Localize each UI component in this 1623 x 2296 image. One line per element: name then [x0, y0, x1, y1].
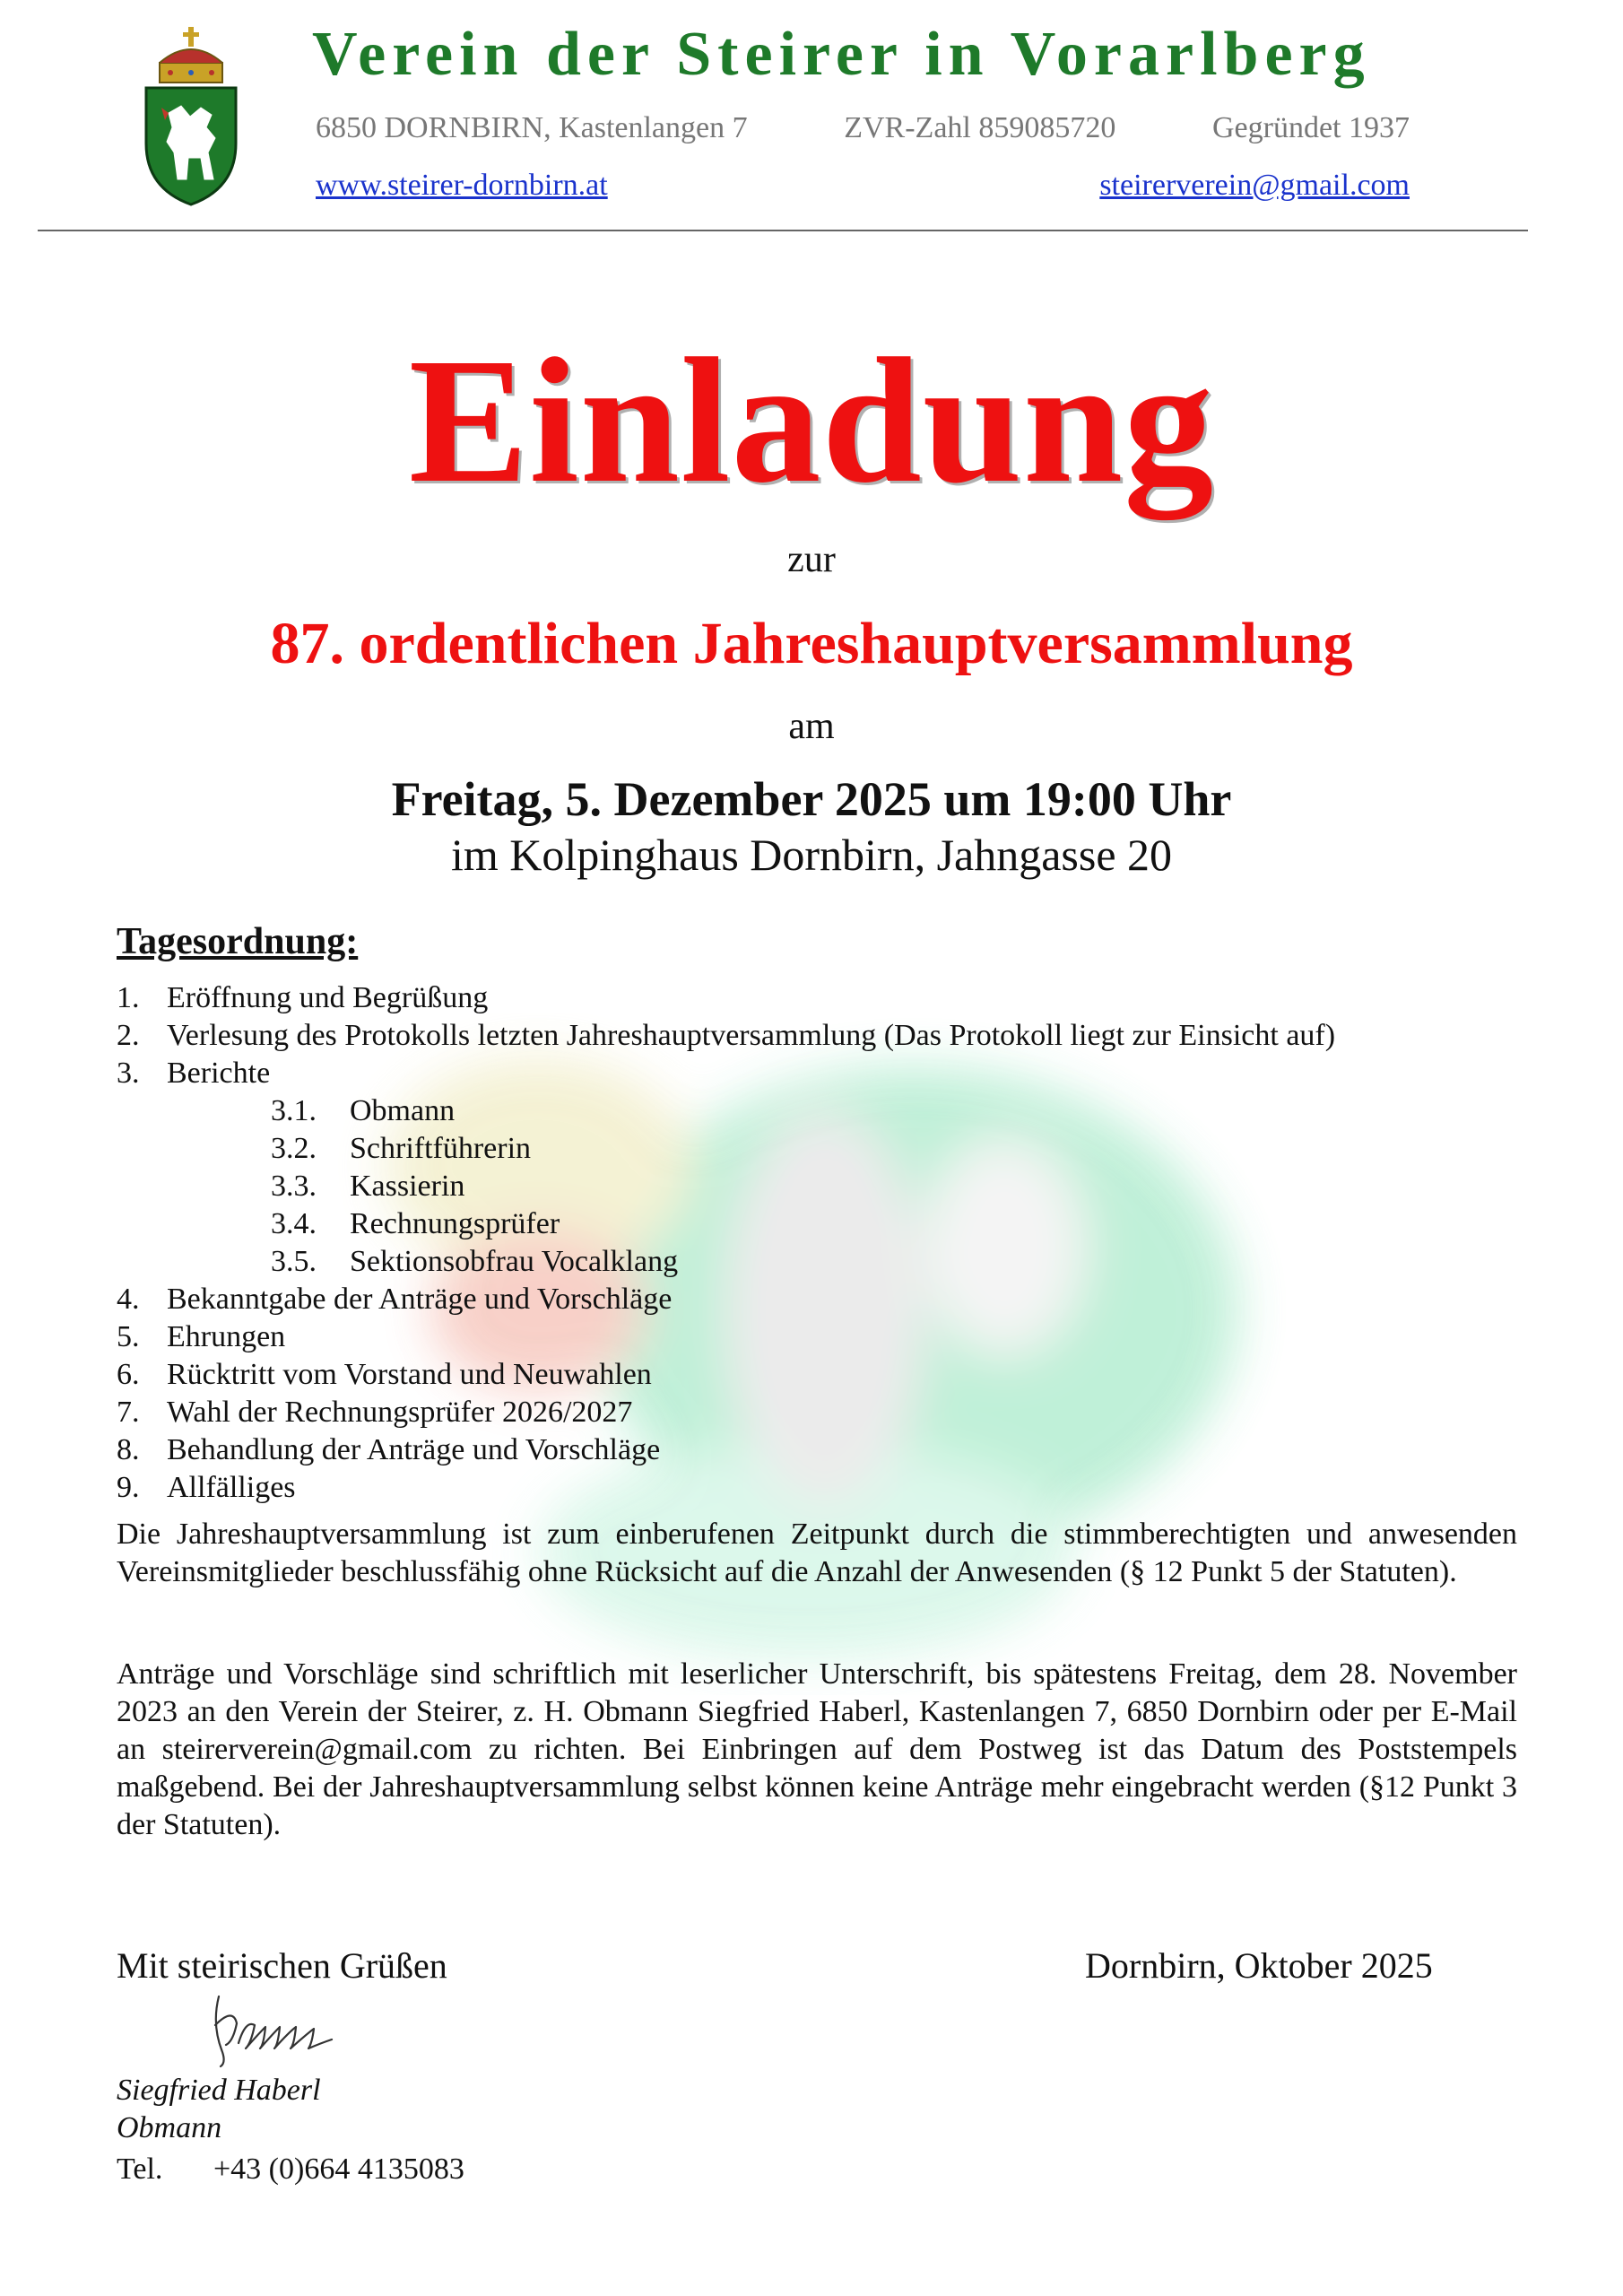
- agenda-item: [117, 1017, 1515, 1055]
- agenda-subitem-text: Kassierin: [350, 1170, 465, 1203]
- agenda-item-text: Verlesung des Protokolls letzten Jahreshauptversammlung (Das Protokoll liegt zur Einsicht auf): [167, 1019, 1336, 1052]
- agenda-subitem: [117, 1243, 1515, 1281]
- agenda-item: [117, 1318, 1515, 1356]
- agenda-subitem: [117, 1092, 1515, 1130]
- handwritten-signature-icon: [206, 1989, 341, 2070]
- styrian-panther-crest-icon: [142, 27, 240, 206]
- agenda-item: [117, 1431, 1515, 1469]
- motions-paragraph: Anträge und Vorschläge sind schriftlich mit leserlicher Unterschrift, bis spätestens Freitag, dem 28. November 2023 an den Verein der Steirer, z. H. Obmann Siegfried Haberl, Kastenlangen 7, 6850 Dornbirn oder per E-Mail an steirerverein@gmail.com zu richten. Bei Einbringen auf dem Postweg ist das Datum des Poststempels maßgebend. Bei der Jahreshauptversammlung selbst können keine Anträge mehr eingebracht werden (§12 Punkt 3 der Statuten).: [117, 1657, 1517, 1841]
- invitation-title: Einladung: [408, 322, 1215, 520]
- agenda-item: [117, 1281, 1515, 1318]
- agenda-subitem-text: Sektionsobfrau Vocalklang: [350, 1245, 679, 1278]
- place-and-date: Dornbirn, Oktober 2025: [1085, 1945, 1433, 1986]
- agenda-subitem-number: 3.4.: [271, 1207, 317, 1240]
- org-links-row: [316, 169, 1410, 203]
- agenda-item: [117, 1055, 1515, 1092]
- website-link[interactable]: www.steirer-dornbirn.at: [316, 169, 608, 202]
- agenda-item-number: 6.: [117, 1358, 140, 1391]
- agenda-subitem-number: 3.1.: [271, 1094, 317, 1127]
- meeting-date: Freitag, 5. Dezember 2025 um 19:00 Uhr: [391, 772, 1232, 826]
- agenda-item: [117, 1394, 1515, 1431]
- phone-label: Tel.: [117, 2152, 163, 2186]
- agenda-heading: Tagesordnung:: [117, 921, 359, 962]
- agenda-item-number: 3.: [117, 1057, 140, 1090]
- agenda-item-text: Behandlung der Anträge und Vorschläge: [167, 1433, 661, 1466]
- phone-row: [117, 2152, 464, 2187]
- agenda-item-text: Eröffnung und Begrüßung: [167, 981, 489, 1014]
- quorum-paragraph: Die Jahreshauptversammlung ist zum einberufenen Zeitpunkt durch die stimmberechtigten und anwesenden Vereinsmitglieder beschlussfähig ohne Rücksicht auf die Anzahl der Anwesenden (§ 12 Punkt 5 der Statuten).: [117, 1518, 1517, 1588]
- agenda-item-text: Bekanntgabe der Anträge und Vorschläge: [167, 1283, 673, 1316]
- agenda-subitem-text: Schriftführerin: [350, 1132, 532, 1165]
- agenda-item-text: Berichte: [167, 1057, 271, 1090]
- connector-zur: zur: [787, 539, 836, 580]
- signatory-name: Siegfried Haberl: [117, 2074, 321, 2107]
- agenda-list: [117, 979, 1515, 1507]
- agenda-subitem-number: 3.2.: [271, 1132, 317, 1165]
- org-address: 6850 DORNBIRN, Kastenlangen 7: [316, 111, 748, 144]
- agenda-subitem-number: 3.5.: [271, 1245, 317, 1278]
- org-zvr: ZVR-Zahl 859085720: [844, 111, 1116, 144]
- org-info-row: [316, 111, 1410, 145]
- agenda-item-number: 4.: [117, 1283, 140, 1316]
- meeting-subtitle: 87. ordentlichen Jahreshauptversammlung: [270, 611, 1353, 676]
- phone-number: +43 (0)664 4135083: [213, 2152, 464, 2186]
- agenda-subitem-number: 3.3.: [271, 1170, 317, 1203]
- agenda-item-number: 9.: [117, 1471, 140, 1504]
- agenda-item-number: 8.: [117, 1433, 140, 1466]
- agenda-item-number: 2.: [117, 1019, 140, 1052]
- agenda-item-text: Ehrungen: [167, 1320, 286, 1353]
- agenda-item: [117, 1469, 1515, 1507]
- connector-am: am: [788, 706, 835, 747]
- agenda-subitem: [117, 1168, 1515, 1205]
- meeting-place: im Kolpinghaus Dornbirn, Jahngasse 20: [450, 830, 1173, 880]
- agenda-item-text: Rücktritt vom Vorstand und Neuwahlen: [167, 1358, 652, 1391]
- header-divider: [38, 230, 1528, 231]
- email-link[interactable]: steirerverein@gmail.com: [1099, 169, 1410, 202]
- agenda-item-number: 5.: [117, 1320, 140, 1353]
- org-name: Verein der Steirer in Vorarlberg: [312, 20, 1371, 89]
- agenda-subitem: [117, 1130, 1515, 1168]
- agenda-item-number: 1.: [117, 981, 140, 1014]
- agenda-subitem-text: Rechnungsprüfer: [350, 1207, 560, 1240]
- closing-greeting: Mit steirischen Grüßen: [117, 1945, 447, 1986]
- agenda-subitem: [117, 1205, 1515, 1243]
- agenda-item: [117, 979, 1515, 1017]
- signatory-role: Obmann: [117, 2111, 222, 2144]
- agenda-item-number: 7.: [117, 1396, 140, 1429]
- agenda-item-text: Wahl der Rechnungsprüfer 2026/2027: [167, 1396, 633, 1429]
- agenda-item: [117, 1356, 1515, 1394]
- agenda-subitem-text: Obmann: [350, 1094, 456, 1127]
- agenda-item-text: Allfälliges: [167, 1471, 296, 1504]
- org-founded: Gegründet 1937: [1211, 111, 1410, 144]
